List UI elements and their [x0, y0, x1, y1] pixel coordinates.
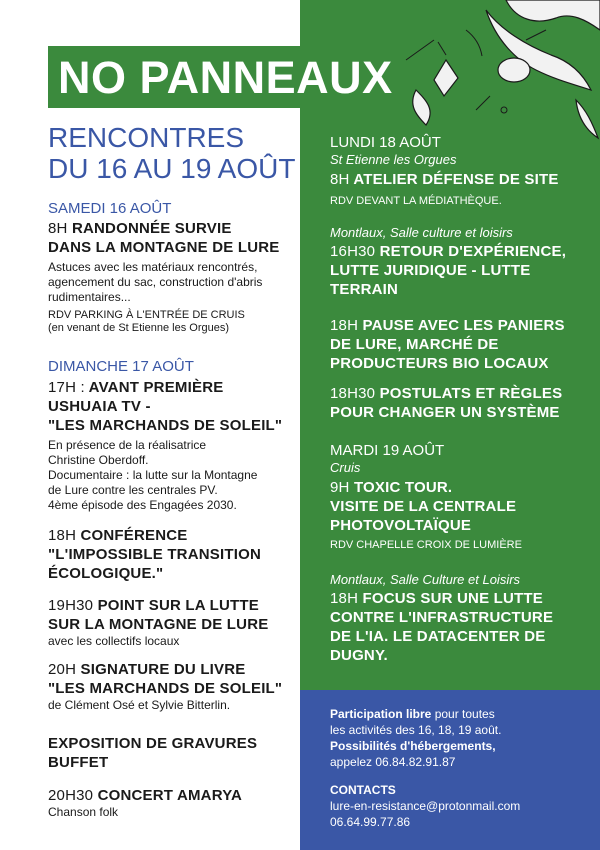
event-title-line: USHUAIA TV -	[48, 398, 151, 415]
event-title	[330, 589, 592, 608]
venue: St Etienne les Orgues	[330, 152, 457, 167]
event-title-line: SUR LA MONTAGNE DE LURE	[48, 616, 269, 633]
lodging-bold: Possibilités d'hébergements,	[330, 739, 496, 753]
page-title: NO PANNEAUX	[58, 52, 393, 103]
event-description: Chanson folk	[48, 805, 119, 819]
sunday-block	[48, 358, 298, 513]
event-title-line: EXPOSITION DE GRAVURES	[48, 735, 258, 752]
rdv-note: (en venant de St Etienne les Orgues)	[48, 322, 229, 334]
event-title-line: AVANT PREMIÈRE	[88, 379, 224, 396]
postulats-block	[330, 384, 592, 422]
page-subtitle	[48, 122, 295, 184]
event-title-line: RETOUR D'EXPÉRIENCE,	[379, 243, 567, 260]
event-title-line: DE L'IA. LE DATACENTER DE	[330, 628, 546, 645]
event-title-line: ATELIER DÉFENSE DE SITE	[353, 171, 559, 188]
animal-plant-illustration	[386, 0, 600, 140]
event-title	[330, 384, 592, 403]
day-label: SAMEDI 16 AOÛT	[48, 200, 172, 217]
lodging-line	[330, 738, 592, 754]
event-time: 20H	[48, 661, 77, 678]
contacts-label-text: CONTACTS	[330, 783, 396, 797]
event-time: 19H30	[48, 597, 94, 614]
contact-phone[interactable]: 06.64.99.77.86	[330, 815, 411, 829]
event-title-line: ÉCOLOGIQUE."	[48, 565, 164, 582]
event-title	[330, 170, 592, 189]
event-time: 16H30	[330, 243, 376, 260]
subtitle-line-1: RENCONTRES	[48, 122, 245, 153]
exhibition-block	[48, 734, 298, 772]
monday-block	[330, 134, 592, 208]
venue: Montlaux, Salle culture et loisirs	[330, 225, 513, 240]
event-title-line: POINT SUR LA LUTTE	[97, 597, 259, 614]
event-title-line: PHOTOVOLTAÏQUE	[330, 517, 472, 534]
rdv-location: RDV CHAPELLE CROIX DE LUMIÈRE	[330, 539, 522, 551]
event-title-line: SIGNATURE DU LIVRE	[80, 661, 246, 678]
event-title	[330, 242, 592, 261]
event-time: 8H	[48, 220, 68, 237]
event-time: 9H	[330, 479, 350, 496]
event-title-line: RANDONNÉE SURVIE	[71, 220, 232, 237]
description-line: 4ème épisode des Engagées 2030.	[48, 498, 237, 512]
description-line: Documentaire : la lutte sur la Montagne	[48, 468, 258, 482]
contact-email[interactable]: lure-en-resistance@protonmail.com	[330, 799, 521, 813]
event-title-line: TERRAIN	[330, 281, 399, 298]
event-title	[48, 596, 298, 615]
event-title-line: "LES MARCHANDS DE SOLEIL"	[48, 417, 283, 434]
event-description: de Clément Osé et Sylvie Bitterlin.	[48, 698, 231, 712]
event-title-line: DANS LA MONTAGNE DE LURE	[48, 239, 280, 256]
event-title-line: POSTULATS ET RÈGLES	[379, 385, 563, 402]
concert-block	[48, 786, 298, 820]
event-time: 17H :	[48, 379, 85, 396]
description-line: Christine Oberdoff.	[48, 453, 149, 467]
paniers-block	[330, 316, 592, 373]
conference-block	[48, 526, 298, 583]
focus-block	[330, 572, 592, 665]
montlaux-block	[330, 225, 592, 299]
event-title-line: CONFÉRENCE	[80, 527, 188, 544]
event-title	[48, 660, 298, 679]
event-title-line: LUTTE JURIDIQUE - LUTTE	[330, 262, 531, 279]
event-title-line: PRODUCTEURS BIO LOCAUX	[330, 355, 549, 372]
day-label: DIMANCHE 17 AOÛT	[48, 358, 194, 375]
event-title-line: BUFFET	[48, 754, 109, 771]
event-time: 18H	[48, 527, 77, 544]
description-line: de Lure contre les centrales PV.	[48, 483, 218, 497]
venue: Montlaux, Salle Culture et Loisirs	[330, 572, 521, 587]
lutte-block	[48, 596, 298, 649]
participation-line	[330, 706, 592, 722]
event-description: avec les collectifs locaux	[48, 634, 180, 648]
event-title-line: CONCERT AMARYA	[97, 787, 243, 804]
participation-rest: pour toutes	[431, 707, 495, 721]
event-title-line: CONTRE L'INFRASTRUCTURE	[330, 609, 554, 626]
event-title-line: DUGNY.	[330, 647, 388, 664]
event-title	[48, 526, 298, 545]
description-line: rudimentaires...	[48, 290, 131, 304]
participation-line-2: les activités des 16, 18, 19 août.	[330, 723, 502, 737]
day-label: LUNDI 18 AOÛT	[330, 134, 441, 151]
event-time: 18H	[330, 590, 359, 607]
event-title	[48, 786, 298, 805]
event-title-line: "LES MARCHANDS DE SOLEIL"	[48, 680, 283, 697]
event-time: 8H	[330, 171, 350, 188]
info-block	[330, 706, 592, 830]
day-label: MARDI 19 AOÛT	[330, 442, 445, 459]
lodging-phone: appelez 06.84.82.91.87	[330, 755, 456, 769]
event-title-line: VISITE DE LA CENTRALE	[330, 498, 517, 515]
event-title-line: POUR CHANGER UN SYSTÈME	[330, 404, 560, 421]
tuesday-block	[330, 442, 592, 552]
event-title-line: TOXIC TOUR.	[353, 479, 453, 496]
saturday-block	[48, 200, 298, 335]
description-line: Astuces avec les matériaux rencontrés,	[48, 260, 258, 274]
event-title	[48, 219, 298, 238]
event-description	[48, 260, 298, 305]
event-title-line: "L'IMPOSSIBLE TRANSITION	[48, 546, 261, 563]
rdv-location: RDV PARKING À L'ENTRÉE DE CRUIS	[48, 309, 245, 321]
subtitle-line-2: DU 16 AU 19 AOÛT	[48, 153, 296, 184]
event-time: 18H30	[330, 385, 376, 402]
event-title-line: DE LURE, MARCHÉ DE	[330, 336, 499, 353]
description-line: agencement du sac, construction d'abris	[48, 275, 263, 289]
contacts-label	[330, 782, 592, 798]
event-title	[330, 478, 592, 497]
venue: Cruis	[330, 460, 361, 475]
event-title	[48, 378, 298, 397]
event-title-line: FOCUS SUR UNE LUTTE	[362, 590, 543, 607]
event-description	[48, 438, 298, 513]
event-time: 18H	[330, 317, 359, 334]
event-time: 20H30	[48, 787, 94, 804]
description-line: En présence de la réalisatrice	[48, 438, 207, 452]
event-title-line: PAUSE AVEC LES PANIERS	[362, 317, 565, 334]
signature-block	[48, 660, 298, 713]
participation-bold: Participation libre	[330, 707, 432, 721]
event-title	[330, 316, 592, 335]
rdv-location: RDV DEVANT LA MÉDIATHÈQUE.	[330, 195, 502, 207]
